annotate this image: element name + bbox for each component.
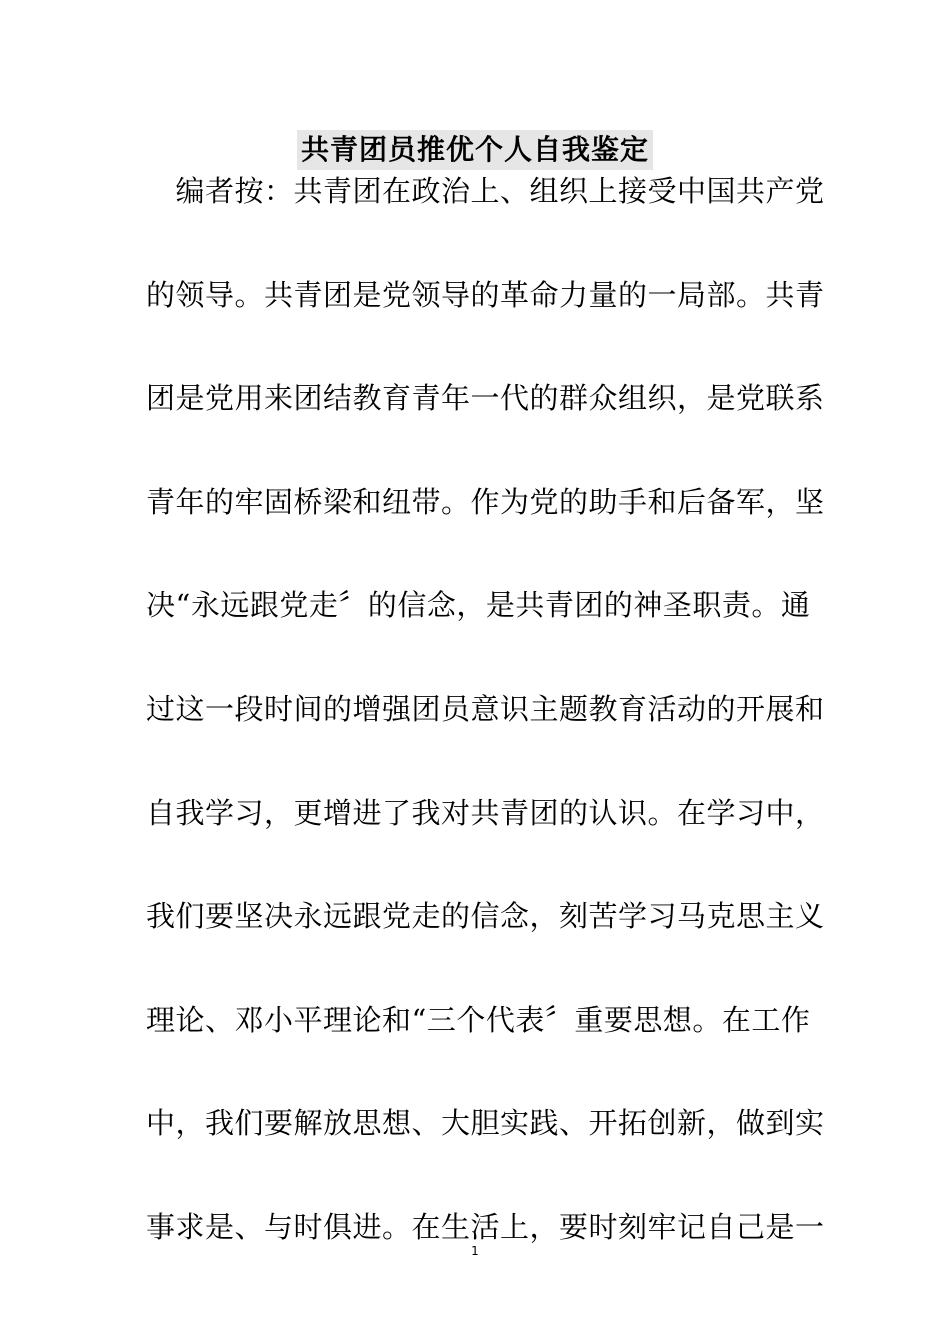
paragraph-line: 团是党用来团结教育青年一代的群众组织，是党联系 [146, 381, 825, 416]
paragraph-line: 青年的牢固桥梁和纽带。作为党的助手和后备军，坚 [146, 484, 825, 519]
paragraph-line: 过这一段时间的增强团员意识主题教育活动的开展和 [146, 691, 825, 726]
paragraph-line: 决“永远跟党走〞的信念，是共青团的神圣职责。通 [146, 588, 811, 623]
page-number: 1 [471, 1244, 479, 1258]
paragraph-line: 理论、邓小平理论和“三个代表〞重要思想。在工作 [146, 1002, 811, 1037]
paragraph-line: 事求是、与时俱进。在生活上，要时刻牢记自己是一 [146, 1209, 825, 1244]
body-text [146, 160, 825, 1300]
paragraph-line: 我们要坚决永远跟党走的信念，刻苦学习马克思主义 [146, 899, 825, 934]
paragraph-line: 中，我们要解放思想、大胆实践、开拓创新，做到实 [146, 1106, 825, 1141]
paragraph-line: 的领导。共青团是党领导的革命力量的一局部。共青 [146, 277, 825, 312]
document-title: 共青团员推优个人自我鉴定 [297, 130, 653, 170]
paragraph-line: 自我学习，更增进了我对共青团的认识。在学习中， [146, 795, 825, 830]
paragraph-line: 编者按：共青团在政治上、组织上接受中国共产党 [146, 174, 825, 208]
